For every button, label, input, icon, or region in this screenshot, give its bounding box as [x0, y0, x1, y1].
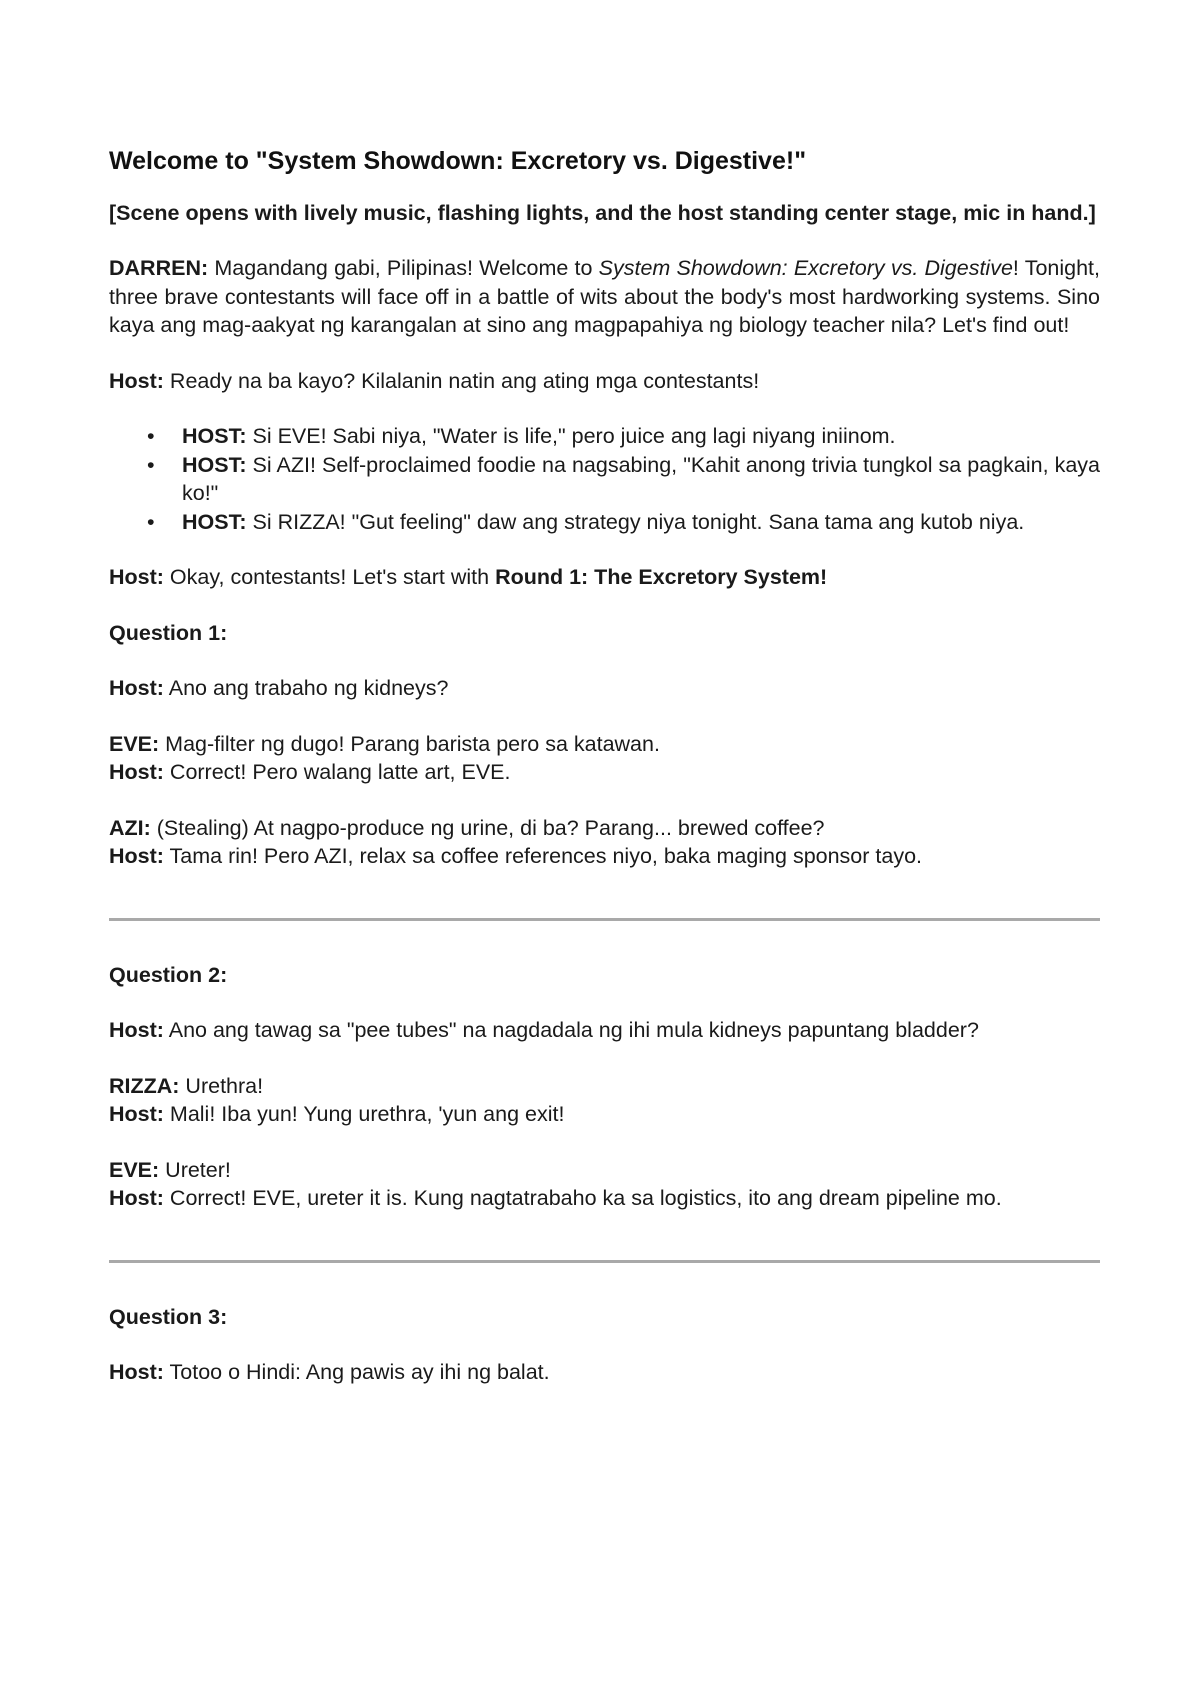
dialogue-text: Si EVE! Sabi niya, "Water is life," pero juice ang lagi niyang iniinom. — [246, 424, 896, 448]
dialogue-text: Correct! EVE, ureter it is. Kung nagtatrabaho ka sa logistics, ito ang dream pipeline mo. — [163, 1186, 1002, 1210]
list-item — [147, 508, 1100, 537]
dialogue-text: Okay, contestants! Let's start with — [163, 565, 496, 589]
speaker-label: DARREN: — [109, 256, 209, 280]
document-title: Welcome to "System Showdown: Excretory vs. Digestive!" — [109, 147, 807, 175]
speaker-label: HOST: — [182, 452, 247, 477]
speaker-label: RIZZA: — [109, 1073, 180, 1098]
show-name: System Showdown: Excretory vs. Digestive — [598, 256, 1013, 280]
intro-paragraph — [109, 254, 1100, 340]
speaker-label: HOST: — [182, 424, 247, 448]
question-heading: Question 1: — [109, 620, 228, 645]
bullet-icon: • — [147, 452, 155, 477]
intro-text-b: ! Tonight, three brave contestants will face off in a battle of wits about the body's most hardworking systems. Sino kaya ang mag-aakyat ng karangalan at sino ang magpapahiya ng biology teacher nila? Let's find out! — [109, 256, 1100, 337]
dialogue-text: Urethra! — [179, 1073, 264, 1098]
answer-line — [109, 1156, 1100, 1185]
dialogue-text: Ready na ba kayo? Kilalanin natin ang ating mga contestants! — [163, 368, 760, 393]
speaker-label: Host: — [109, 1360, 164, 1384]
bullet-icon: • — [147, 424, 155, 448]
question-line — [109, 1358, 1100, 1387]
speaker-label: Host: — [109, 1186, 164, 1210]
host-ready-line — [109, 367, 1100, 396]
dialogue-text: Tama rin! Pero AZI, relax sa coffee references niyo, baka maging sponsor tayo. — [163, 844, 923, 868]
dialogue-text: Ano ang tawag sa "pee tubes" na nagdadala ng ihi mula kidneys papuntang bladder? — [163, 1018, 979, 1042]
answer-line — [109, 814, 1100, 843]
question-heading: Question 3: — [109, 1304, 228, 1329]
speaker-label: Host: — [109, 676, 164, 700]
dialogue-text: (Stealing) At nagpo-produce ng urine, di ba? Parang... brewed coffee? — [150, 815, 825, 840]
scene-direction: [Scene opens with lively music, flashing lights, and the host standing center stage, mic in hand.] — [109, 201, 1096, 225]
list-item — [147, 422, 1100, 451]
question-line — [109, 674, 1100, 703]
section-divider — [109, 1260, 1100, 1263]
dialogue-text: Correct! Pero walang latte art, EVE. — [163, 760, 511, 784]
speaker-label: EVE: — [109, 731, 160, 756]
question-line — [109, 1016, 1100, 1045]
dialogue-text: Ano ang trabaho ng kidneys? — [163, 676, 449, 700]
speaker-label: Host: — [109, 1018, 164, 1042]
dialogue-text: Ureter! — [159, 1157, 231, 1182]
round-intro-line — [109, 563, 1100, 592]
host-response-line — [109, 1100, 1100, 1129]
speaker-label: EVE: — [109, 1157, 160, 1182]
answer-line — [109, 1072, 1100, 1101]
host-response-line — [109, 1184, 1100, 1213]
list-item — [147, 451, 1100, 508]
contestant-list — [109, 422, 1100, 536]
speaker-label: Host: — [109, 368, 164, 393]
document-page — [109, 145, 1100, 1387]
dialogue-text: Totoo o Hindi: Ang pawis ay ihi ng balat. — [163, 1360, 550, 1384]
intro-text-a: Magandang gabi, Pilipinas! Welcome to — [208, 256, 599, 280]
dialogue-text: Mag-filter ng dugo! Parang barista pero sa katawan. — [159, 731, 660, 756]
question-heading: Question 2: — [109, 962, 228, 987]
section-divider — [109, 918, 1100, 921]
speaker-label: Host: — [109, 760, 164, 784]
bullet-icon: • — [147, 509, 155, 534]
speaker-label: Host: — [109, 1102, 164, 1126]
speaker-label: HOST: — [182, 509, 247, 534]
round-title: Round 1: The Excretory System! — [495, 565, 828, 589]
dialogue-text: Mali! Iba yun! Yung urethra, 'yun ang exit! — [163, 1102, 565, 1126]
answer-line — [109, 730, 1100, 759]
host-response-line — [109, 758, 1100, 787]
speaker-label: Host: — [109, 565, 164, 589]
speaker-label: AZI: — [109, 815, 151, 840]
dialogue-text: Si RIZZA! "Gut feeling" daw ang strategy niya tonight. Sana tama ang kutob niya. — [246, 509, 1025, 534]
speaker-label: Host: — [109, 844, 164, 868]
host-response-line — [109, 842, 1100, 871]
dialogue-text: Si AZI! Self-proclaimed foodie na nagsabing, "Kahit anong trivia tungkol sa pagkain, kaya ko!" — [182, 452, 1100, 505]
